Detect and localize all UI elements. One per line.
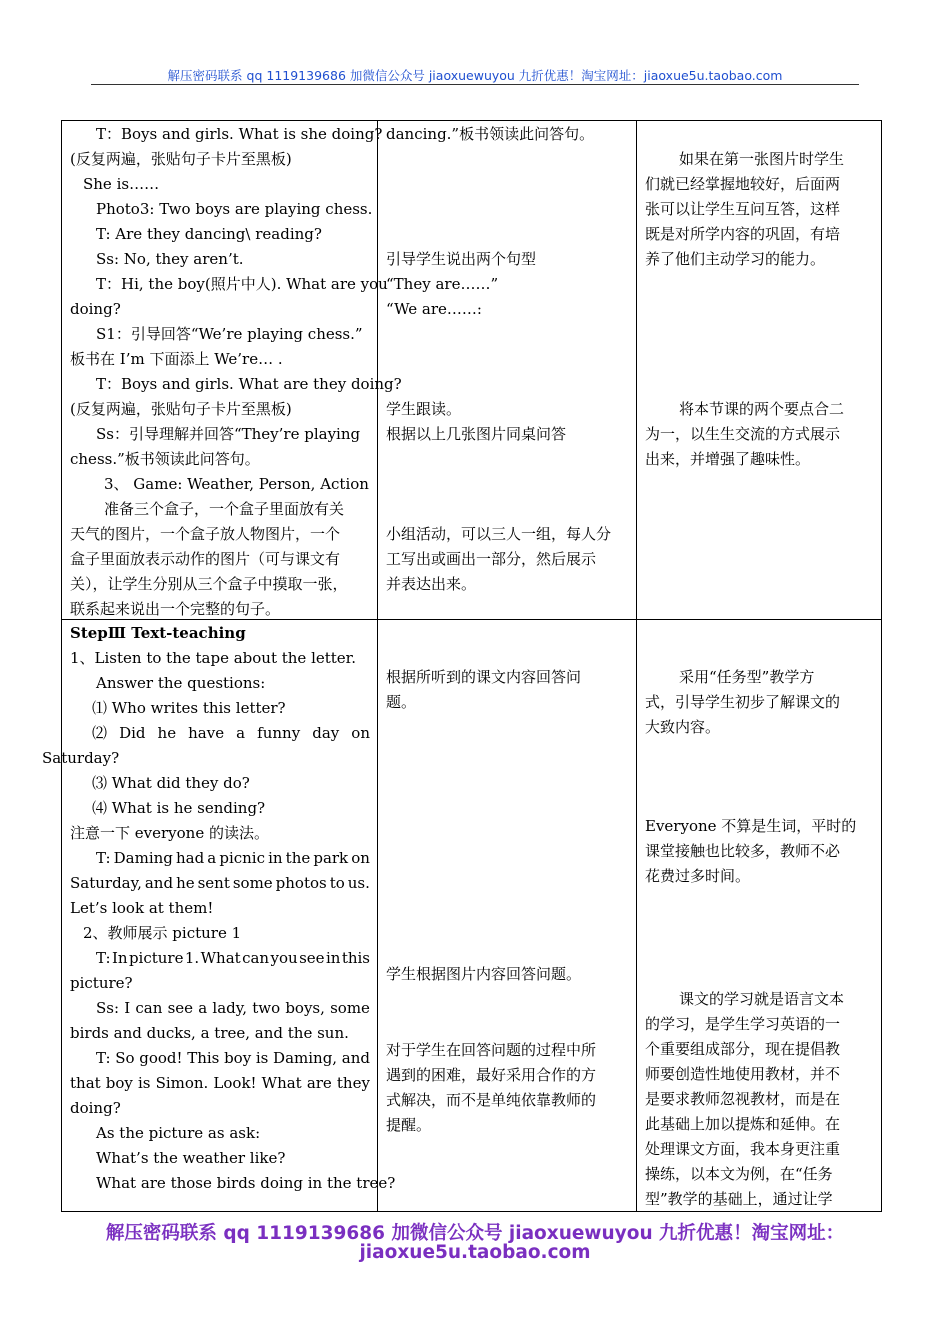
text-line: 注意一下 everyone 的读法。 xyxy=(70,824,269,842)
text-line: birds and ducks, a tree, and the sun. xyxy=(70,1024,349,1042)
text-line: 处理课文方面，我本身更注重 xyxy=(645,1140,841,1158)
text-line: 张可以让学生互问互答，这样 xyxy=(645,200,841,218)
text-line: StepⅢ Text-teaching xyxy=(70,624,246,642)
text-line: 学生根据图片内容回答问题。 xyxy=(386,965,582,983)
text-line: 准备三个盒子，一个盒子里面放有关 xyxy=(104,500,345,518)
text-line: Everyone 不算是生词，平时的 xyxy=(645,817,857,835)
table-row xyxy=(62,121,882,620)
text-line: 关），让学生分别从三个盒子中摸取一张， xyxy=(70,575,348,593)
text-line: 学生跟读。 xyxy=(386,400,462,418)
text-line: 2、教师展示 picture 1 xyxy=(83,924,242,942)
student-activity-cell xyxy=(378,620,637,1212)
text-line: 1、Listen to the tape about the letter. xyxy=(70,649,356,667)
text-line: S1：引导回答“We’re playing chess.” xyxy=(96,325,363,343)
footer-watermark-line2: jiaoxue5u.taobao.com xyxy=(359,1242,591,1263)
text-line: 小组活动，可以三人一组，每人分 xyxy=(386,525,612,543)
text-line: 师要创造性地使用教材，并不 xyxy=(645,1065,841,1083)
text-line: 联系起来说出一个完整的句子。 xyxy=(70,600,281,618)
text-line: Ss: No, they aren’t. xyxy=(96,250,244,268)
text-line: 式，引导学生初步了解课文的 xyxy=(645,693,841,711)
text-line: doing? xyxy=(70,300,121,318)
text-line: 天气的图片，一个盒子放人物图片，一个 xyxy=(70,525,341,543)
text-line: 们就已经掌握地较好，后面两 xyxy=(645,175,841,193)
student-activity-cell xyxy=(378,121,637,620)
text-line: 采用“任务型”教学方 xyxy=(679,668,815,686)
text-line: T：Boys and girls. What is she doing? xyxy=(96,125,383,143)
header-rule xyxy=(91,84,859,85)
footer-watermark-line1: 解压密码联系 qq 1119139686 加微信公众号 jiaoxuewuyou 九折优惠！淘宝网址： xyxy=(105,1223,845,1244)
page-header-watermark: 解压密码联系 qq 1119139686 加微信公众号 jiaoxuewuyou 九折优惠！淘宝网址：jiaoxue5u.taobao.com xyxy=(167,68,783,83)
text-line: chess.”板书领读此问答句。 xyxy=(70,450,260,468)
lesson-plan-table xyxy=(42,120,882,1212)
text-line: “We are……: xyxy=(386,300,482,318)
text-line: 课文的学习就是语言文本 xyxy=(679,990,845,1008)
text-line: What’s the weather like? xyxy=(96,1149,286,1167)
text-line: What are those birds doing in the tree? xyxy=(96,1174,396,1192)
text-line: Ss: I can see a lady, two boys, some xyxy=(96,999,370,1017)
text-line: 工写出或画出一部分，然后展示 xyxy=(386,550,597,568)
text-line: T：Boys and girls. What are they doing? xyxy=(96,375,402,393)
text-line: 个重要组成部分，现在提倡教 xyxy=(645,1040,841,1058)
text-line: As the picture as ask: xyxy=(96,1124,261,1142)
text-line: T：Hi, the boy(照片中人). What are you xyxy=(96,275,388,293)
text-line: 大致内容。 xyxy=(645,718,721,736)
text-line: 提醒。 xyxy=(386,1116,432,1134)
text-line: picture? xyxy=(70,974,133,992)
teacher-activity-cell xyxy=(62,121,402,620)
text-line: doing? xyxy=(70,1099,121,1117)
text-line: (反复两遍，张贴句子卡片至黑板) xyxy=(70,150,292,168)
text-line: 花费过多时间。 xyxy=(645,867,751,885)
text-line: 对于学生在回答问题的过程中所 xyxy=(386,1041,597,1059)
text-line: 将本节课的两个要点合二 xyxy=(679,400,845,418)
text-line: 式解决，而不是单纯依靠教师的 xyxy=(386,1091,597,1109)
text-line: Saturday? xyxy=(42,749,120,767)
text-line: T: Are they dancing\ reading? xyxy=(96,225,322,243)
text-line: (反复两遍，张贴句子卡片至黑板) xyxy=(70,400,292,418)
text-line: T: So good! This boy is Daming, and xyxy=(96,1049,370,1067)
text-line: T: In picture 1. What can you see in this xyxy=(96,949,370,967)
text-line: 既是对所学内容的巩固，有培 xyxy=(645,225,841,243)
text-line: 出来，并增强了趣味性。 xyxy=(645,450,811,468)
text-line: 板书在 I’m 下面添上 We’re… . xyxy=(70,350,283,368)
text-line: Answer the questions: xyxy=(96,674,266,692)
text-line: 养了他们主动学习的能力。 xyxy=(645,250,826,268)
text-line: Let’s look at them! xyxy=(70,899,214,917)
text-line: T: Daming had a picnic in the park on xyxy=(96,849,370,867)
text-line: Ss：引导理解并回答“They’re playing xyxy=(96,425,361,443)
teacher-activity-cell xyxy=(42,620,396,1212)
text-line: 是要求教师忽视教材，而是在 xyxy=(645,1090,841,1108)
text-line: “They are……” xyxy=(386,275,499,293)
text-line: that boy is Simon. Look! What are they xyxy=(70,1074,370,1092)
text-line: 操练，以本文为例，在“任务 xyxy=(645,1165,833,1183)
text-line: 盒子里面放表示动作的图片（可与课文有 xyxy=(70,550,341,568)
text-line: ⑷ What is he sending? xyxy=(92,799,266,817)
design-rationale-cell xyxy=(637,620,882,1212)
text-line: 并表达出来。 xyxy=(386,575,477,593)
text-line: 3、 Game: Weather, Person, Action xyxy=(104,475,369,493)
design-rationale-cell xyxy=(637,121,882,620)
text-line: 课堂接触也比较多，教师不必 xyxy=(645,842,841,860)
text-line: 的学习，是学生学习英语的一 xyxy=(645,1015,841,1033)
text-line: 为一，以生生交流的方式展示 xyxy=(645,425,841,443)
text-line: 引导学生说出两个句型 xyxy=(386,250,537,268)
text-line: dancing.”板书领读此问答句。 xyxy=(386,125,595,143)
text-line: Photo3: Two boys are playing chess. xyxy=(96,200,373,218)
text-line: 根据所听到的课文内容回答问 xyxy=(386,668,582,686)
text-line: ⑶ What did they do? xyxy=(92,774,250,792)
text-line: She is…… xyxy=(83,175,160,193)
text-line: ⑵ Did he have a funny day on xyxy=(92,724,370,742)
text-line: ⑴ Who writes this letter? xyxy=(92,699,286,717)
text-line: 题。 xyxy=(386,693,417,711)
text-line: 如果在第一张图片时学生 xyxy=(679,150,845,168)
table-row xyxy=(62,620,882,1212)
text-line: 根据以上几张图片同桌问答 xyxy=(386,425,567,443)
text-line: Saturday, and he sent some photos to us. xyxy=(70,874,370,892)
text-line: 此基础上加以提炼和延伸。在 xyxy=(645,1115,841,1133)
text-line: 型”教学的基础上，通过让学 xyxy=(645,1190,833,1208)
text-line: 遇到的困难，最好采用合作的方 xyxy=(386,1066,597,1084)
